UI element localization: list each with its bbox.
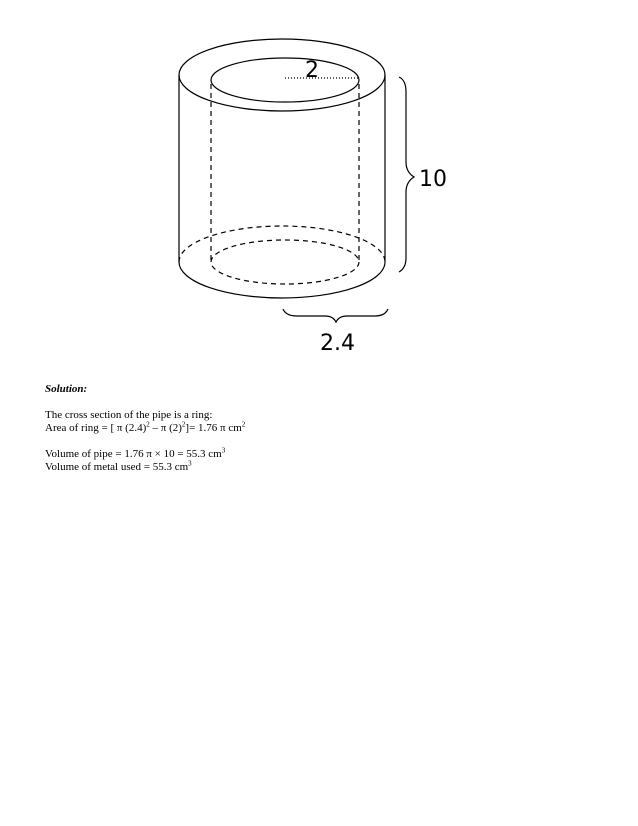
- area-mid-1: – π (2): [149, 422, 182, 434]
- volume-of-pipe-line: [45, 448, 605, 461]
- volume-of-metal-line: [45, 461, 605, 474]
- inner-radius-label: 2: [305, 58, 319, 83]
- volume-metal-sup: 3: [188, 459, 192, 468]
- inner-top-ellipse: [211, 58, 359, 102]
- width-brace: [283, 309, 388, 322]
- area-sup-3: 2: [241, 420, 246, 429]
- pipe-diagram: [0, 0, 638, 370]
- outer-width-label: 2.4: [320, 331, 355, 356]
- volume-pipe-sup: 3: [221, 446, 226, 455]
- volume-metal-text: Volume of metal used = 55.3 cm: [45, 461, 189, 473]
- area-sup-1: 2: [146, 420, 150, 429]
- solution-heading: Solution:: [45, 383, 88, 395]
- height-brace: [399, 77, 414, 272]
- outer-bottom-arc: [179, 262, 385, 298]
- area-sup-2: 2: [181, 420, 186, 429]
- outer-bottom-back-arc: [179, 226, 385, 262]
- volume-pipe-text: Volume of pipe = 1.76 π × 10 = 55.3 cm: [45, 448, 222, 460]
- outer-top-ellipse: [179, 39, 385, 111]
- height-label: 10: [419, 167, 447, 192]
- inner-bottom-ellipse: [211, 240, 359, 284]
- area-prefix: Area of ring = [ π (2.4): [45, 422, 147, 434]
- spacer: [45, 435, 605, 448]
- area-mid-2: ]= 1.76 π cm: [185, 422, 242, 434]
- solution-block: [45, 383, 605, 474]
- area-of-ring-line: [45, 422, 605, 435]
- cross-section-text: The cross section of the pipe is a ring:: [45, 409, 213, 421]
